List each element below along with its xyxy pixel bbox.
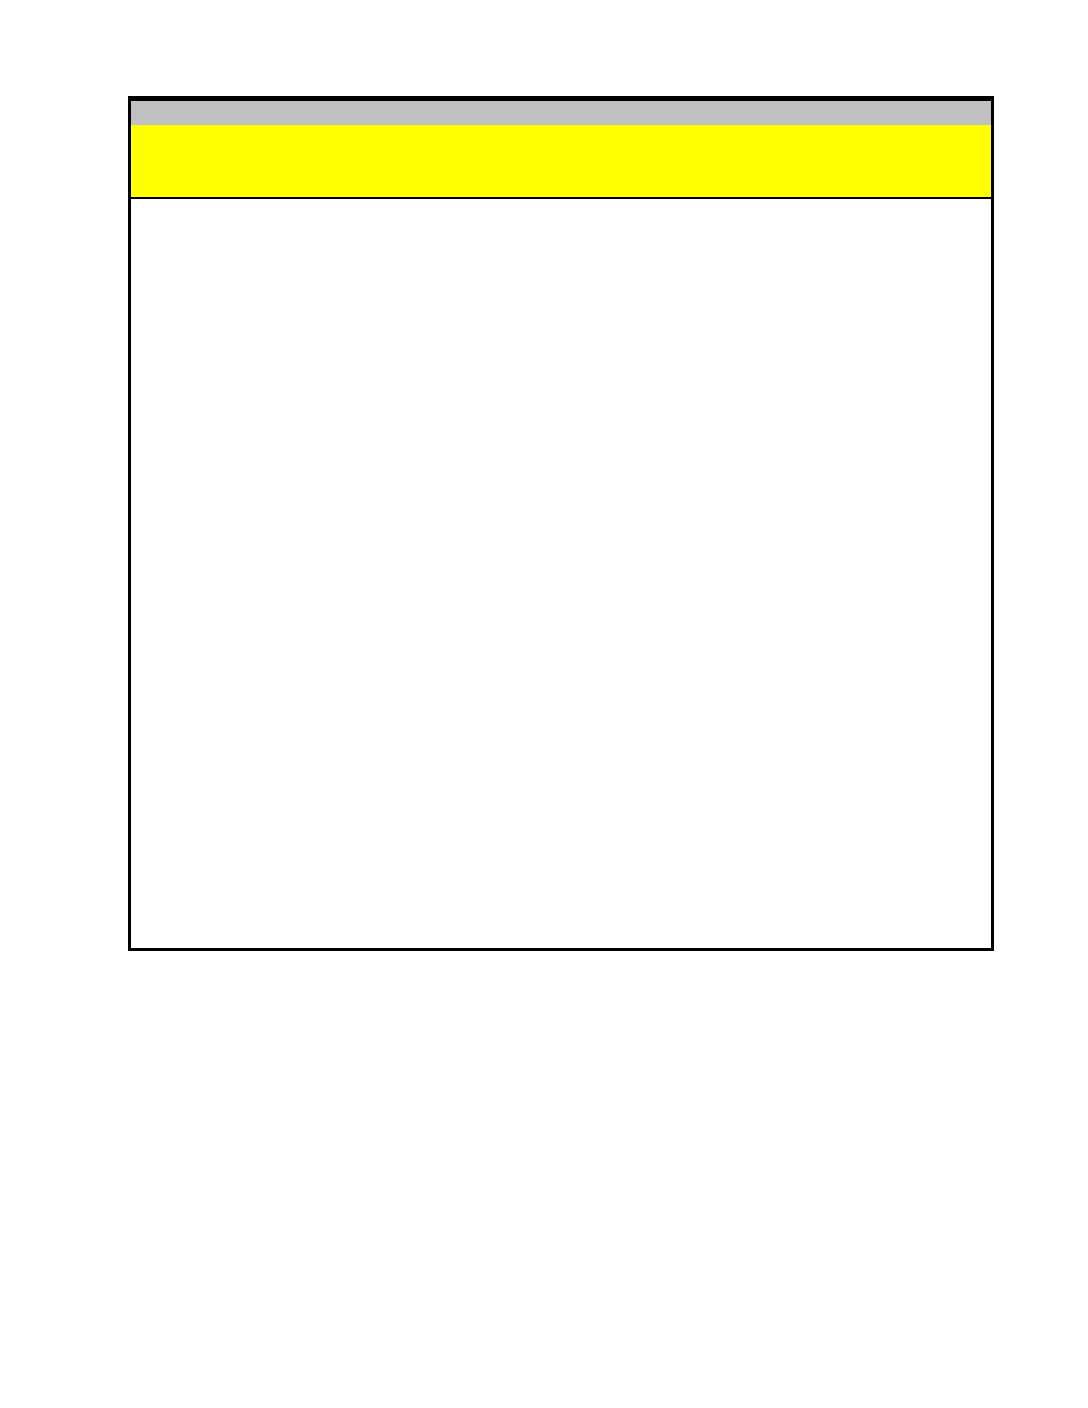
schedule-footer [131,99,991,123]
schedule-table [128,96,994,951]
field-header-row [131,125,991,199]
